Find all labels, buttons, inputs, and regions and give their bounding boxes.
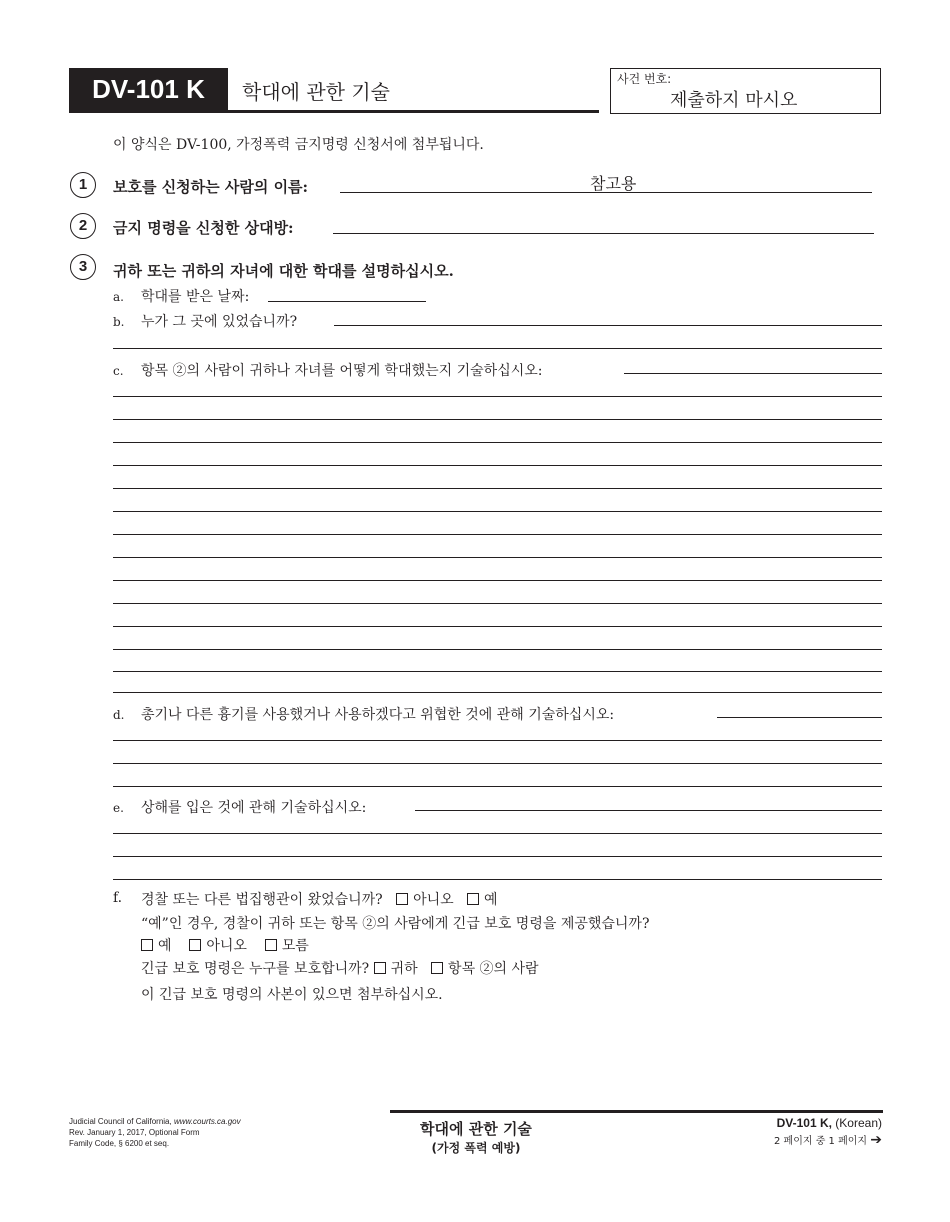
abuse-description-line[interactable] — [113, 603, 882, 604]
footer-url[interactable]: www.courts.ca.gov — [173, 1117, 241, 1126]
item-3f-line4 — [141, 958, 539, 978]
abuse-description-line[interactable] — [113, 488, 882, 489]
footer-divider — [390, 1110, 883, 1113]
police-no-checkbox[interactable] — [396, 893, 408, 905]
epo-protects-question: 긴급 보호 명령은 누구를 보호합니까? — [141, 961, 370, 977]
item-2-label: 금지 명령을 신청한 상대방: — [113, 219, 294, 237]
petitioner-name-field[interactable] — [340, 192, 872, 193]
item-3f-letter: f. — [113, 890, 123, 906]
item-3b — [113, 311, 297, 331]
epo-no-label: 아니오 — [206, 938, 247, 954]
item-3b-letter: b. — [113, 315, 125, 329]
item-3c-letter: c. — [113, 364, 124, 378]
weapon-description-line[interactable] — [113, 786, 882, 787]
item-2-number: 2 — [70, 213, 96, 239]
footer-title: 학대에 관한 기술 — [420, 1120, 532, 1138]
footer-page-number: 2 페이지 중 1 페이지 — [774, 1136, 868, 1147]
epo-unknown-checkbox[interactable] — [265, 939, 277, 951]
item-3b-text: 누가 그 곳에 있었습니까? — [141, 314, 298, 330]
item-3d — [113, 704, 614, 724]
footer-council: Judicial Council of California, — [69, 1117, 174, 1126]
abuse-date-field[interactable] — [268, 301, 426, 302]
weapon-description-field[interactable] — [717, 717, 882, 718]
footer-right — [774, 1116, 882, 1148]
item-1-label: 보호를 신청하는 사람의 이름: — [113, 178, 309, 196]
injury-description-line[interactable] — [113, 879, 882, 880]
item-3f-line3 — [141, 935, 309, 955]
item-3c — [113, 360, 543, 380]
abuse-description-line[interactable] — [113, 465, 882, 466]
abuse-description-line[interactable] — [113, 671, 882, 672]
restrained-person-field[interactable] — [333, 233, 874, 234]
abuse-description-line[interactable] — [113, 442, 882, 443]
form-title: 학대에 관한 기술 — [242, 80, 390, 104]
abuse-description-line[interactable] — [113, 419, 882, 420]
abuse-description-line[interactable] — [113, 626, 882, 627]
epo-unknown-label: 모름 — [281, 938, 309, 954]
epo-followup-question: “예”인 경우, 경찰이 귀하 또는 항목 ②의 사람에게 긴급 보호 명령을 제공했습니까? — [141, 916, 650, 932]
police-question: 경찰 또는 다른 법집행관이 왔었습니까? — [141, 892, 383, 908]
injury-description-line[interactable] — [113, 833, 882, 834]
item-1-number: 1 — [70, 172, 96, 198]
who-was-there-field[interactable] — [334, 325, 882, 326]
item-3f-line1 — [141, 889, 498, 909]
item-3e-letter: e. — [113, 801, 124, 815]
right-arrow-icon: ➔ — [870, 1132, 882, 1148]
petitioner-name-value: 참고용 — [590, 174, 637, 193]
who-was-there-field-line[interactable] — [113, 348, 882, 349]
abuse-description-line[interactable] — [113, 511, 882, 512]
protects-person-checkbox[interactable] — [431, 962, 443, 974]
item-3a-letter: a. — [113, 290, 124, 304]
footer-subtitle: (가정 폭력 예방) — [431, 1141, 521, 1155]
item-3c-text: 항목 ②의 사람이 귀하나 자녀를 어떻게 학대했는지 기술하십시오: — [141, 363, 543, 379]
item-3-label: 귀하 또는 귀하의 자녀에 대한 학대를 설명하십시오. — [113, 262, 454, 280]
case-number-label: 사건 번호: — [617, 72, 672, 86]
protects-you-label: 귀하 — [390, 961, 418, 977]
item-3a — [113, 286, 249, 306]
weapon-description-line[interactable] — [113, 763, 882, 764]
header-divider — [69, 110, 599, 113]
epo-no-checkbox[interactable] — [189, 939, 201, 951]
footer-left — [69, 1116, 241, 1149]
police-yes-checkbox[interactable] — [467, 893, 479, 905]
form-id-badge: DV-101 K — [69, 68, 228, 110]
epo-yes-label: 예 — [158, 938, 172, 954]
abuse-description-line[interactable] — [113, 557, 882, 558]
item-3e — [113, 797, 366, 817]
footer-revision: Rev. January 1, 2017, Optional Form — [69, 1128, 200, 1137]
abuse-description-line[interactable] — [113, 396, 882, 397]
case-number-value: 제출하지 마시오 — [670, 90, 798, 111]
abuse-description-line[interactable] — [113, 692, 882, 693]
injury-description-field[interactable] — [415, 810, 882, 811]
epo-attach-note: 이 긴급 보호 명령의 사본이 있으면 첨부하십시오. — [141, 987, 443, 1003]
protects-person-label: 항목 ②의 사람 — [448, 961, 539, 977]
abuse-description-line[interactable] — [113, 580, 882, 581]
item-3d-letter: d. — [113, 708, 125, 722]
weapon-description-line[interactable] — [113, 740, 882, 741]
item-3d-text: 총기나 다른 흉기를 사용했거나 사용하겠다고 위협한 것에 관해 기술하십시오: — [141, 707, 615, 723]
item-3-number: 3 — [70, 254, 96, 280]
police-yes-label: 예 — [484, 892, 498, 908]
footer-code: Family Code, § 6200 et seq. — [69, 1139, 170, 1148]
epo-yes-checkbox[interactable] — [141, 939, 153, 951]
footer-form-id: DV-101 K, — [776, 1116, 832, 1130]
police-no-label: 아니오 — [413, 892, 454, 908]
footer-language: (Korean) — [831, 1116, 882, 1130]
footer-center — [376, 1118, 576, 1156]
item-3e-text: 상해를 입은 것에 관해 기술하십시오: — [141, 800, 367, 816]
abuse-description-line[interactable] — [113, 649, 882, 650]
abuse-description-line[interactable] — [113, 534, 882, 535]
intro-text: 이 양식은 DV-100, 가정폭력 금지명령 신청서에 첨부됩니다. — [113, 137, 484, 153]
abuse-description-field[interactable] — [624, 373, 882, 374]
protects-you-checkbox[interactable] — [374, 962, 386, 974]
item-3a-text: 학대를 받은 날짜: — [141, 289, 250, 305]
injury-description-line[interactable] — [113, 856, 882, 857]
